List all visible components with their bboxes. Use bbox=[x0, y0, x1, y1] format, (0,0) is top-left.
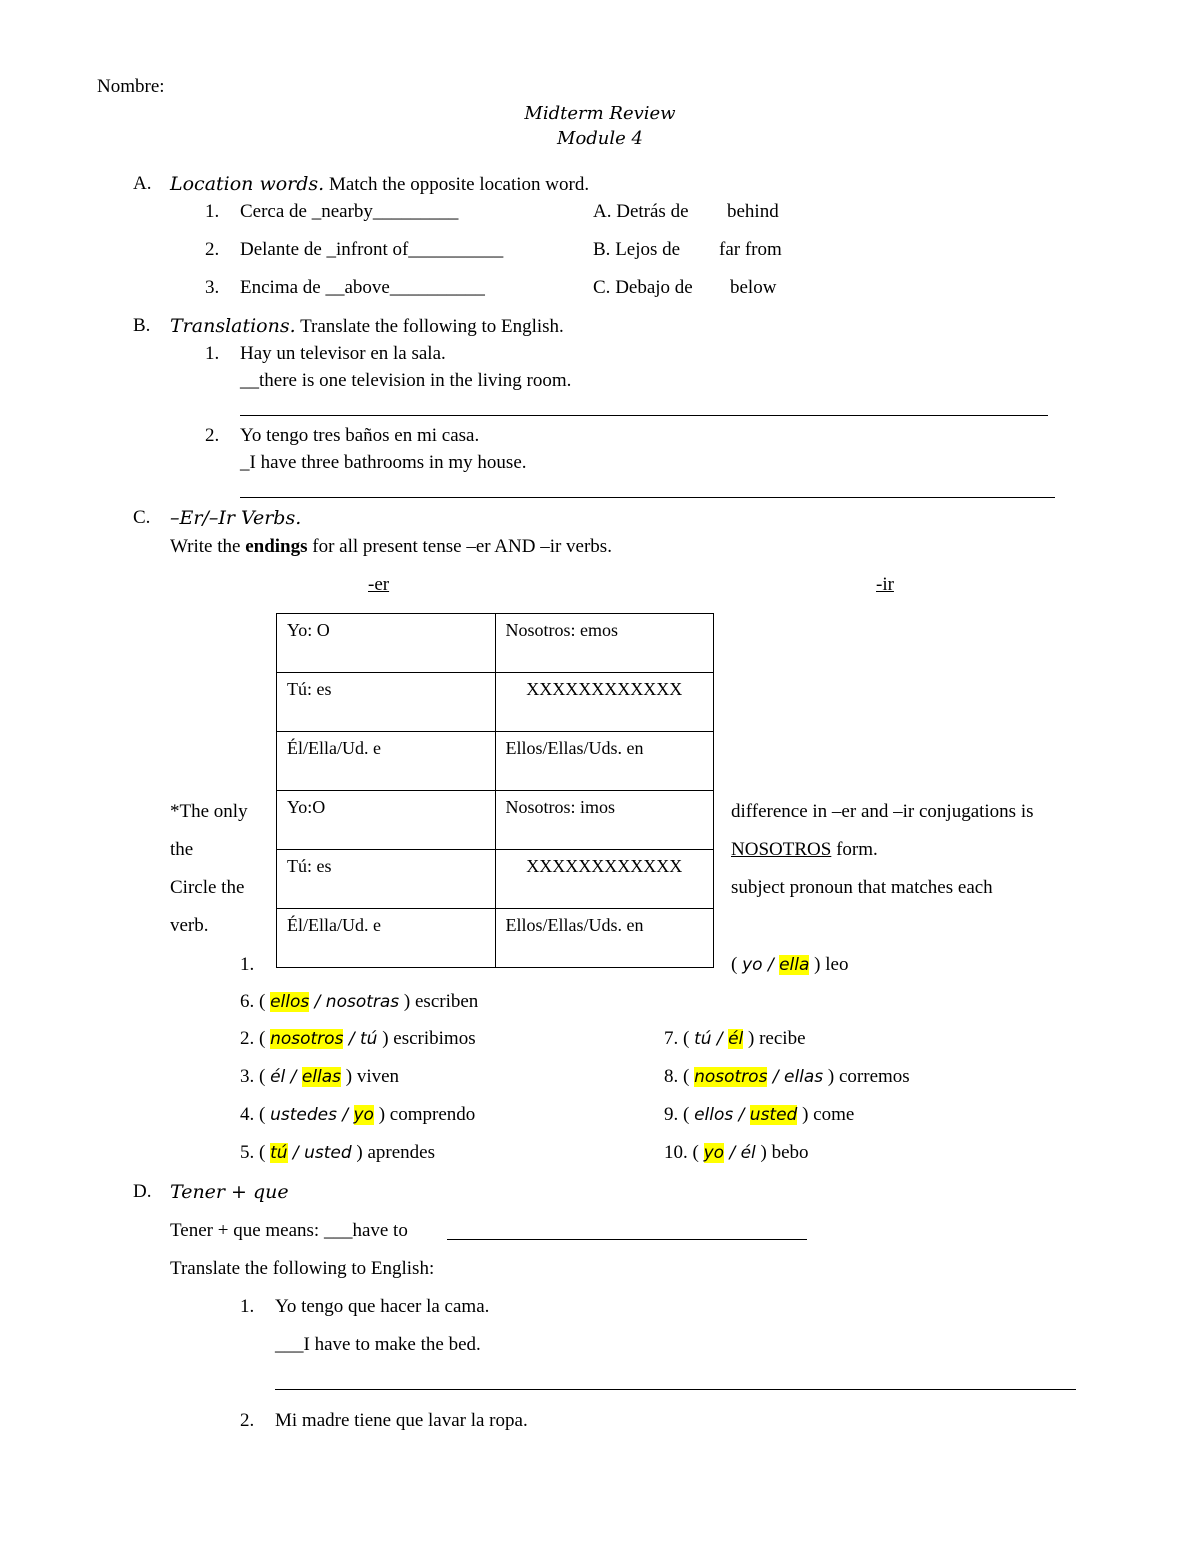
ir-label: -ir bbox=[876, 574, 894, 595]
verb-endings-table bbox=[276, 613, 714, 968]
exercise-num: 9. ( bbox=[664, 1104, 695, 1125]
er-label: -er bbox=[368, 574, 390, 595]
exercise-num: 6. ( bbox=[240, 991, 271, 1012]
section-a-item: Delante de _infront of__________ bbox=[240, 239, 504, 260]
section-a-item-num: 1. bbox=[205, 201, 220, 222]
separator: / bbox=[343, 1029, 360, 1049]
pronoun-option-highlighted: tú bbox=[270, 1143, 288, 1163]
page-title: Midterm Review bbox=[524, 103, 676, 124]
separator: / bbox=[724, 1143, 741, 1163]
table-cell: Yo:O bbox=[277, 791, 496, 850]
note-right-line: difference in –er and –ir conjugations is bbox=[731, 801, 1034, 822]
option-text: Debajo de bbox=[615, 277, 693, 298]
note-left-line: the bbox=[170, 839, 194, 860]
section-d-answer: ___I have to make the bed. bbox=[275, 1334, 481, 1355]
pronoun-option-highlighted: ellos bbox=[270, 992, 310, 1012]
exercise-4 bbox=[240, 1104, 475, 1126]
table-row bbox=[277, 732, 714, 791]
table-cell: Él/Ella/Ud. e bbox=[277, 909, 496, 968]
instruction-bold: endings bbox=[245, 536, 308, 557]
section-c-letter: C. bbox=[133, 507, 151, 528]
pronoun-option-highlighted: usted bbox=[749, 1105, 798, 1125]
exercise-num: 5. ( bbox=[240, 1142, 271, 1163]
option-letter: A. bbox=[593, 201, 612, 222]
pronoun-option-highlighted: ellas bbox=[301, 1067, 341, 1087]
option-meaning: far from bbox=[719, 239, 782, 260]
table-row bbox=[277, 909, 714, 968]
table-cell: XXXXXXXXXXXX bbox=[495, 673, 714, 732]
verb: ) come bbox=[797, 1104, 855, 1125]
separator: / bbox=[711, 1029, 729, 1049]
exercise-num: 10. ( bbox=[664, 1142, 704, 1163]
pronoun-option-highlighted: yo bbox=[703, 1143, 725, 1163]
paren: ( bbox=[731, 954, 743, 975]
instruction-suffix: for all present tense –er AND –ir verbs. bbox=[307, 536, 612, 557]
section-a-item: Encima de __above__________ bbox=[240, 277, 485, 298]
verb: ) comprendo bbox=[373, 1104, 476, 1125]
table-cell: XXXXXXXXXXXX bbox=[495, 850, 714, 909]
pronoun-option: ustedes bbox=[270, 1105, 337, 1125]
instruction-prefix: Write the bbox=[170, 536, 246, 557]
section-a-heading-line bbox=[170, 173, 589, 196]
exercise-num: 1. bbox=[240, 954, 255, 975]
section-d-letter: D. bbox=[133, 1181, 152, 1202]
table-cell: Él/Ella/Ud. e bbox=[277, 732, 496, 791]
section-b-answer: _I have three bathrooms in my house. bbox=[240, 452, 527, 473]
name-label: Nombre: bbox=[97, 76, 165, 97]
pronoun-option: tú bbox=[694, 1029, 712, 1049]
tener-que-means: Tener + que means: ___have to bbox=[170, 1220, 408, 1241]
section-b-heading: Translations. bbox=[170, 315, 296, 337]
section-a-instruction: Match the opposite location word. bbox=[328, 174, 590, 195]
verb: ) viven bbox=[341, 1066, 400, 1087]
pronoun-option: tú bbox=[359, 1029, 378, 1049]
exercise-6 bbox=[240, 991, 478, 1013]
section-b-prompt: Yo tengo tres baños en mi casa. bbox=[240, 425, 480, 446]
answer-line bbox=[275, 1389, 1076, 1390]
section-b-item-num: 1. bbox=[205, 343, 220, 364]
section-c-heading: –Er/–Ir Verbs. bbox=[170, 507, 302, 529]
pronoun-option-highlighted: nosotros bbox=[694, 1067, 768, 1087]
table-cell: Ellos/Ellas/Uds. en bbox=[495, 732, 714, 791]
table-cell: Tú: es bbox=[277, 673, 496, 732]
section-a-item-num: 3. bbox=[205, 277, 220, 298]
section-a-heading: Location words. bbox=[170, 173, 325, 195]
separator: / bbox=[733, 1105, 750, 1125]
section-a-option bbox=[593, 277, 693, 299]
verb: ) escribimos bbox=[377, 1028, 476, 1049]
exercise-num: 2. ( bbox=[240, 1028, 271, 1049]
answer-line bbox=[447, 1239, 807, 1240]
exercise-8 bbox=[664, 1066, 910, 1088]
note-left-line: *The only bbox=[170, 801, 248, 822]
table-cell: Nosotros: imos bbox=[495, 791, 714, 850]
separator: / bbox=[287, 1143, 305, 1163]
verb: ) recibe bbox=[743, 1028, 806, 1049]
separator: / bbox=[767, 1067, 784, 1087]
answer-line bbox=[240, 497, 1055, 498]
separator: / bbox=[309, 992, 326, 1012]
table-row bbox=[277, 791, 714, 850]
section-d-item-num: 1. bbox=[240, 1296, 255, 1317]
note-left-line: verb. bbox=[170, 915, 209, 936]
table-row bbox=[277, 614, 714, 673]
section-b-letter: B. bbox=[133, 315, 151, 336]
note-right-line: subject pronoun that matches each bbox=[731, 877, 993, 898]
table-row bbox=[277, 850, 714, 909]
option-letter: C. bbox=[593, 277, 611, 298]
pronoun-option-highlighted: él bbox=[728, 1029, 744, 1049]
section-b-answer: __there is one television in the living room. bbox=[240, 370, 572, 391]
section-b-heading-line bbox=[170, 315, 564, 338]
table-cell: Yo: O bbox=[277, 614, 496, 673]
verb: ) leo bbox=[809, 954, 849, 975]
section-a-option bbox=[593, 201, 689, 223]
page-subtitle: Module 4 bbox=[557, 128, 643, 149]
pronoun-option: nosotras bbox=[325, 992, 400, 1012]
verb: ) aprendes bbox=[351, 1142, 435, 1163]
option-letter: B. bbox=[593, 239, 611, 260]
exercise-num: 7. ( bbox=[664, 1028, 695, 1049]
option-meaning: below bbox=[730, 277, 777, 298]
note-right-line bbox=[731, 839, 878, 861]
table-cell: Ellos/Ellas/Uds. en bbox=[495, 909, 714, 968]
section-d-heading: Tener + que bbox=[170, 1181, 289, 1203]
section-c-instruction bbox=[170, 536, 612, 558]
section-a-option bbox=[593, 239, 680, 261]
exercise-1 bbox=[731, 954, 848, 976]
exercise-9 bbox=[664, 1104, 854, 1126]
exercise-num: 3. ( bbox=[240, 1066, 271, 1087]
pronoun-option: usted bbox=[304, 1143, 352, 1163]
exercise-7 bbox=[664, 1028, 806, 1050]
section-d-item-num: 2. bbox=[240, 1410, 255, 1431]
pronoun-option: ellas bbox=[783, 1067, 824, 1087]
option-meaning: behind bbox=[727, 201, 779, 222]
nosotros-underlined: NOSOTROS bbox=[731, 839, 832, 860]
exercise-num: 8. ( bbox=[664, 1066, 695, 1087]
pronoun-option: él bbox=[270, 1067, 286, 1087]
section-b-instruction: Translate the following to English. bbox=[300, 316, 564, 337]
exercise-num: 4. ( bbox=[240, 1104, 271, 1125]
exercise-3 bbox=[240, 1066, 399, 1088]
verb: ) escriben bbox=[399, 991, 479, 1012]
exercise-10 bbox=[664, 1142, 809, 1164]
section-d-prompt: Yo tengo que hacer la cama. bbox=[275, 1296, 490, 1317]
exercise-5 bbox=[240, 1142, 435, 1164]
separator: / bbox=[762, 955, 780, 975]
pronoun-option: ellos bbox=[694, 1105, 734, 1125]
table-row bbox=[277, 673, 714, 732]
section-a-letter: A. bbox=[133, 173, 152, 194]
table-cell: Nosotros: emos bbox=[495, 614, 714, 673]
verb: ) corremos bbox=[823, 1066, 910, 1087]
section-d-instruction: Translate the following to English: bbox=[170, 1258, 435, 1279]
verb: ) bebo bbox=[755, 1142, 809, 1163]
note-left-line: Circle the bbox=[170, 877, 245, 898]
pronoun-option-highlighted: nosotros bbox=[270, 1029, 344, 1049]
note-right-text: form. bbox=[831, 839, 878, 860]
section-a-item-num: 2. bbox=[205, 239, 220, 260]
answer-line bbox=[240, 415, 1048, 416]
exercise-2 bbox=[240, 1028, 476, 1050]
section-b-item-num: 2. bbox=[205, 425, 220, 446]
pronoun-option-highlighted: yo bbox=[353, 1105, 374, 1125]
table-cell: Tú: es bbox=[277, 850, 496, 909]
section-b-prompt: Hay un televisor en la sala. bbox=[240, 343, 446, 364]
option-text: Lejos de bbox=[615, 239, 681, 260]
separator: / bbox=[285, 1067, 302, 1087]
separator: / bbox=[336, 1105, 354, 1125]
section-a-item: Cerca de _nearby_________ bbox=[240, 201, 459, 222]
pronoun-option-highlighted: ella bbox=[779, 955, 810, 975]
option-text: Detrás de bbox=[616, 201, 689, 222]
pronoun-option: yo bbox=[742, 955, 763, 975]
section-d-prompt: Mi madre tiene que lavar la ropa. bbox=[275, 1410, 528, 1431]
pronoun-option: él bbox=[740, 1143, 756, 1163]
